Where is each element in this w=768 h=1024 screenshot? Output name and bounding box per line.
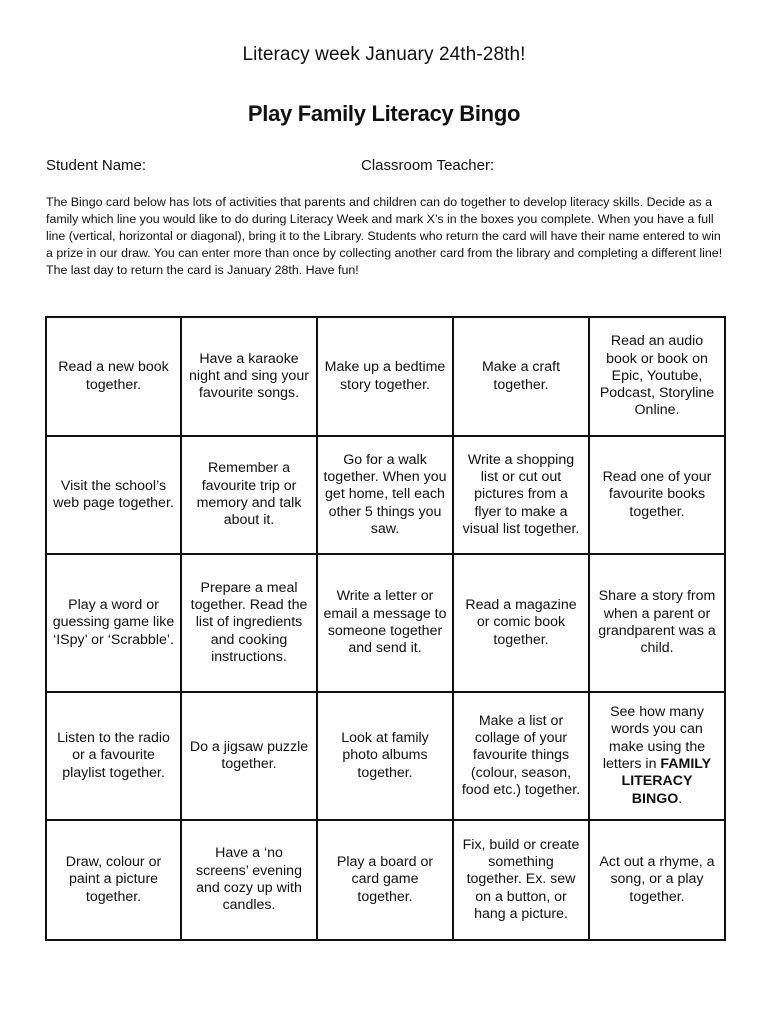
bingo-card xyxy=(45,316,726,941)
bingo-cell-family-literacy-bingo[interactable] xyxy=(589,692,725,820)
bingo-row xyxy=(46,820,725,940)
bingo-cell[interactable]: Share a story from when a parent or grandparent was a child. xyxy=(589,554,725,692)
bingo-cell[interactable]: Draw, colour or paint a picture together. xyxy=(46,820,181,940)
bingo-row xyxy=(46,436,725,554)
instructions-paragraph: The Bingo card below has lots of activities that parents and children can do together to develop literacy skills. Decide as a family which line you would like to do during Literacy Week and mark X’s in the boxes you complete. When you have a full line (vertical, horizontal or diagonal), bring it to the Library. Students who return the card will have their name entered to win a prize in our draw. You can enter more than once by collecting another card from the library and completing a different line! The last day to return the card is January 28th. Have fun! xyxy=(46,195,723,277)
bingo-cell[interactable]: Fix, build or create something together. Ex. sew on a button, or hang a picture. xyxy=(453,820,589,940)
cell-text-end: . xyxy=(678,790,683,807)
bingo-cell[interactable]: Read one of your favourite books together. xyxy=(589,436,725,554)
bingo-row xyxy=(46,554,725,692)
cell-text: See how many words you can make using the letters in xyxy=(602,704,706,772)
bingo-cell[interactable]: Do a jigsaw puzzle together. xyxy=(181,692,317,820)
bingo-cell[interactable]: Act out a rhyme, a song, or a play together. xyxy=(589,820,725,940)
page-header-title: Literacy week January 24th-28th! xyxy=(242,44,526,65)
bingo-cell[interactable]: Read a new book together. xyxy=(46,317,181,436)
bingo-cell[interactable]: Look at family photo albums together. xyxy=(317,692,453,820)
family-literacy-bingo-text: FAMILY LITERACY BINGO xyxy=(621,756,712,807)
bingo-row xyxy=(46,317,725,436)
bingo-cell[interactable]: Prepare a meal together. Read the list of ingredients and cooking instructions. xyxy=(181,554,317,692)
bingo-cell[interactable]: Have a karaoke night and sing your favourite songs. xyxy=(181,317,317,436)
classroom-teacher-label: Classroom Teacher: xyxy=(361,157,495,174)
bingo-row xyxy=(46,692,725,820)
student-name-label: Student Name: xyxy=(46,157,147,174)
bingo-cell[interactable]: Write a letter or email a message to someone together and send it. xyxy=(317,554,453,692)
bingo-cell[interactable]: Write a shopping list or cut out pictures from a flyer to make a visual list together. xyxy=(453,436,589,554)
bingo-cell[interactable]: Play a word or guessing game like ‘ISpy’ or ‘Scrabble’. xyxy=(46,554,181,692)
bingo-cell[interactable]: Remember a favourite trip or memory and talk about it. xyxy=(181,436,317,554)
bingo-cell[interactable]: Have a ‘no screens’ evening and cozy up with candles. xyxy=(181,820,317,940)
bingo-cell[interactable]: Read a magazine or comic book together. xyxy=(453,554,589,692)
bingo-cell[interactable]: Visit the school’s web page together. xyxy=(46,436,181,554)
bingo-cell[interactable]: Make a craft together. xyxy=(453,317,589,436)
bingo-cell[interactable]: Listen to the radio or a favourite playlist together. xyxy=(46,692,181,820)
page-title: Play Family Literacy Bingo xyxy=(247,101,521,126)
bingo-cell[interactable]: Go for a walk together. When you get home, tell each other 5 things you saw. xyxy=(317,436,453,554)
bingo-cell[interactable]: Make a list or collage of your favourite things (colour, season, food etc.) together. xyxy=(453,692,589,820)
bingo-cell[interactable]: Make up a bedtime story together. xyxy=(317,317,453,436)
bingo-cell[interactable]: Play a board or card game together. xyxy=(317,820,453,940)
bingo-cell[interactable]: Read an audio book or book on Epic, Youtube, Podcast, Storyline Online. xyxy=(589,317,725,436)
